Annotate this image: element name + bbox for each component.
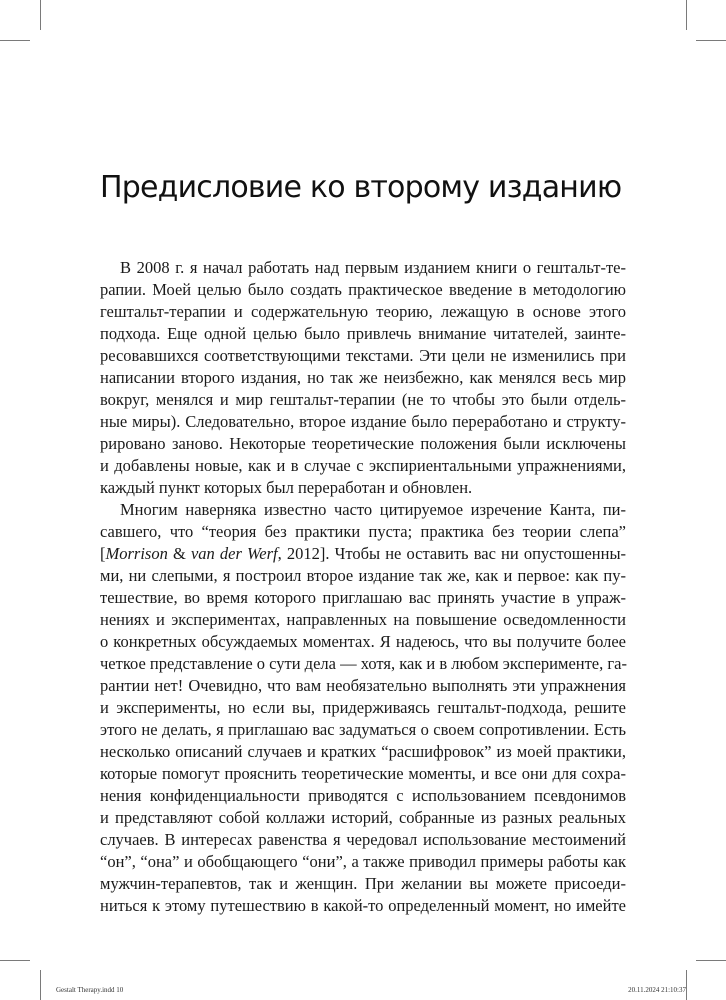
text-line: вокруг, менялся и мир гештальт-терапии (не то чтобы это были отдель-	[100, 390, 626, 409]
text-line: ми, ни слепыми, я построил второе издание так же, как и первое: как пу-	[100, 566, 626, 585]
text-line: рапии. Моей целью было создать практическое введение в методологию	[100, 280, 626, 299]
crop-mark-left-top	[0, 40, 30, 41]
text-line: савшего, что “теория без практики пуста; практика без теории слепа”	[100, 522, 626, 541]
text-line: о конкретных обсуждаемых моментах. Я надеюсь, что вы получите более	[100, 632, 626, 651]
footer-timestamp: 20.11.2024 21:10:37	[628, 986, 686, 994]
text-line: нения конфиденциальности приводятся с использованием псевдонимов	[100, 786, 626, 805]
text-line: ные миры). Следовательно, второе издание было переработано и структу-	[100, 412, 626, 431]
text-line: четкое представление о сути дела — хотя, как и в любом эксперименте, га-	[100, 654, 627, 673]
citation-ampersand: &	[172, 544, 186, 563]
text-line: и представляют собой коллажи историй, собранные из разных реальных	[100, 808, 626, 827]
text-line: и добавлены новые, как и в случае с экспириентальными упражнениями,	[100, 456, 626, 475]
text-line: ресовавшихся соответствующими текстами. Эти цели не изменились при	[100, 346, 626, 365]
text-line: мужчин-терапевтов, так и женщин. При желании вы можете присоеди-	[100, 874, 626, 893]
text-line: несколько описаний случаев и кратких “расшифровок” из моей практики,	[100, 742, 626, 761]
text-line: гештальт-терапии и содержательную теорию, лежащую в основе этого	[100, 302, 626, 321]
crop-mark-right-bottom	[696, 960, 726, 961]
citation-author-2: van der Werf	[190, 544, 278, 563]
body-text	[100, 257, 626, 917]
text-line: которые помогут прояснить теоретические моменты, и все они для сохра-	[100, 764, 626, 783]
text-line: каждый пункт которых был переработан и обновлен.	[100, 478, 473, 497]
text-line: рантии нет! Очевидно, что вам необязательно выполнять эти упражнения	[100, 676, 626, 695]
footer-file-name: Gestalt Therapy.indd 10	[56, 986, 124, 994]
citation-author-1: Morrison	[105, 544, 168, 563]
text-line: тешествие, во время которого приглашаю вас принять участие в упраж-	[100, 588, 626, 607]
text-line: Многим наверняка известно часто цитируемое изречение Канта, пи-	[120, 500, 626, 519]
text-line: случаев. В интересах равенства я чередовал использование местоимений	[100, 830, 626, 849]
page-title: Предисловие ко второму изданию	[100, 170, 622, 205]
text-line: написании второго издания, но так же неизбежно, как менялся весь мир	[100, 368, 626, 387]
text-line: подхода. Еще одной целью было привлечь внимание читателей, заинте-	[100, 324, 626, 343]
crop-mark-right-top	[696, 40, 726, 41]
crop-mark-top-left	[40, 0, 41, 30]
text-line: нениях и экспериментах, направленных на повышение осведомленности	[100, 610, 626, 629]
text-line: рировано заново. Некоторые теоретические положения были исключены	[100, 434, 626, 453]
crop-mark-top-right	[686, 0, 687, 30]
text-line: ниться к этому путешествию в какой-то определенный момент, но имейте	[100, 896, 626, 915]
citation-line: [Morrison & van der Werf, 2012]. Чтобы не оставить вас ни опустошенны-	[100, 544, 627, 563]
text-line: этого не делать, я приглашаю вас задуматься о своем сопротивлении. Есть	[100, 720, 626, 739]
text-line: “он”, “она” и обобщающего “они”, а также приводил примеры работы как	[100, 852, 626, 871]
print-footer	[0, 986, 726, 1000]
crop-mark-left-bottom	[0, 960, 30, 961]
citation-rest: , 2012]. Чтобы не оставить вас ни опустошенны-	[277, 544, 627, 563]
text-line: и эксперименты, но если вы, придерживаясь гештальт-подхода, решите	[100, 698, 626, 717]
text-line: В 2008 г. я начал работать над первым изданием книги о гештальт-те-	[120, 258, 626, 277]
